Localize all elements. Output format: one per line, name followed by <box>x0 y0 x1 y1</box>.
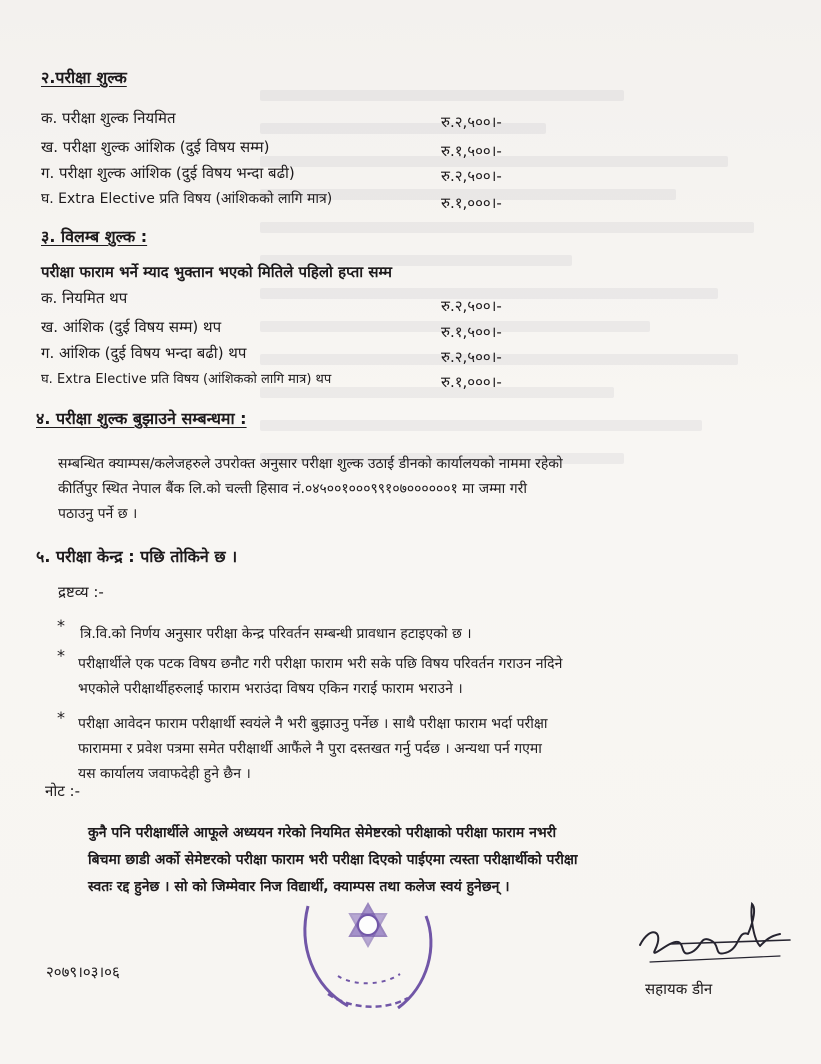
bullet-icon: * <box>57 708 65 727</box>
fee-payment-heading: ४. परीक्षा शुल्क बुझाउने सम्बन्धमा : <box>36 409 247 428</box>
signatory-title: सहायक डीन <box>645 980 713 998</box>
fee-item-amount: रु.१,०००।- <box>441 194 502 212</box>
note-item-line: यस कार्यालय जवाफदेही हुने छैन । <box>78 766 251 782</box>
late-fee-item-amount: रु.१,०००।- <box>441 373 502 391</box>
bullet-icon: * <box>57 646 65 665</box>
exam-center-heading: ५. परीक्षा केन्द्र : पछि तोकिने छ । <box>36 547 238 566</box>
fee-item-label: घ. Extra Elective प्रति विषय (आंशिकको लागि मात्र) <box>41 191 333 207</box>
note-line: स्वतः रद्द हुनेछ । सो को जिम्मेवार निज विद्यार्थी, क्याम्पस तथा कलेज स्वयं हुनेछन् । <box>88 879 510 895</box>
late-fee-item-label: क. नियमित थप <box>41 289 128 307</box>
fee-item-amount: रु.१,५००।- <box>441 142 502 160</box>
document-date: २०७९।०३।०६ <box>46 963 120 981</box>
note-item-line: त्रि.वि.को निर्णय अनुसार परीक्षा केन्द्र परिवर्तन सम्बन्धी प्रावधान हटाइएको छ । <box>80 626 472 642</box>
late-fee-item-amount: रु.२,५००।- <box>441 297 502 315</box>
late-fee-item-label: ख. आंशिक (दुई विषय सम्म) थप <box>41 318 222 336</box>
fee-item-amount: रु.२,५००।- <box>441 113 502 131</box>
notes-heading: द्रष्टव्य :- <box>58 583 104 601</box>
note-heading: नोट :- <box>45 782 81 800</box>
note-line: बिचमा छाडी अर्को सेमेष्टरको परीक्षा फाराम भरी परीक्षा दिएको पाईएमा त्यस्ता परीक्षार्थीको परीक्षा <box>88 852 578 868</box>
office-seal-stamp <box>288 876 448 1026</box>
late-fee-item-label: घ. Extra Elective प्रति विषय (आंशिकको लागि मात्र) थप <box>41 372 332 387</box>
fee-payment-line: पठाउनु पर्ने छ । <box>58 506 138 522</box>
fee-item-label: ग. परीक्षा शुल्क आंशिक (दुई विषय भन्दा बढी) <box>41 164 295 182</box>
late-fee-item-amount: रु.२,५००।- <box>441 348 502 366</box>
fee-payment-line: कीर्तिपुर स्थित नेपाल बैंक लि.को चल्ती हिसाव नं.०४५००१०००९९१०७००००००१ मा जम्मा गरी <box>58 481 527 497</box>
fee-payment-line: सम्बन्धित क्याम्पस/कलेजहरुले उपरोक्त अनुसार परीक्षा शुल्क उठाई डीनको कार्यालयको नाममा रहेको <box>58 456 563 472</box>
signature-mark <box>630 900 800 980</box>
late-fee-item-label: ग. आंशिक (दुई विषय भन्दा बढी) थप <box>41 344 247 362</box>
note-item-line: परीक्षार्थीले एक पटक विषय छनौट गरी परीक्षा फाराम भरी सके पछि विषय परिवर्तन गराउन नदिने <box>78 656 563 672</box>
note-line: कुनै पनि परीक्षार्थीले आफूले अध्ययन गरेको नियमित सेमेष्टरको परीक्षाको परीक्षा फाराम नभरी <box>88 825 557 841</box>
note-item-line: परीक्षा आवेदन फाराम परीक्षार्थी स्वयंले नै भरी बुझाउनु पर्नेछ । साथै परीक्षा फाराम भर्दा परीक्षा <box>78 716 548 732</box>
note-item-line: भएकोले परीक्षार्थीहरुलाई फाराम भराउंदा विषय एकिन गराई फाराम भराउने । <box>78 681 463 697</box>
late-fee-item-amount: रु.१,५००।- <box>441 323 502 341</box>
late-fee-heading: ३. विलम्ब शुल्क : <box>41 227 148 246</box>
fee-payment-text <box>58 452 563 527</box>
fee-item-amount: रु.२,५००।- <box>441 167 502 185</box>
fee-item-label: ख. परीक्षा शुल्क आंशिक (दुई विषय सम्म) <box>41 138 270 156</box>
late-fee-subheading: परीक्षा फाराम भर्ने म्याद भुक्तान भएको मितिले पहिलो हप्ता सम्म <box>41 263 393 281</box>
exam-fee-heading: २.परीक्षा शुल्क <box>41 68 127 87</box>
fee-item-label: क. परीक्षा शुल्क नियमित <box>41 109 176 127</box>
note-item-line: फाराममा र प्रवेश पत्रमा समेत परीक्षार्थी आफैंले नै पुरा दस्तखत गर्नु पर्दछ । अन्यथा पर्न गएमा <box>78 741 542 757</box>
bullet-icon: * <box>57 616 65 635</box>
note-item <box>78 712 548 787</box>
note-item <box>78 652 562 702</box>
note-item <box>80 622 472 647</box>
